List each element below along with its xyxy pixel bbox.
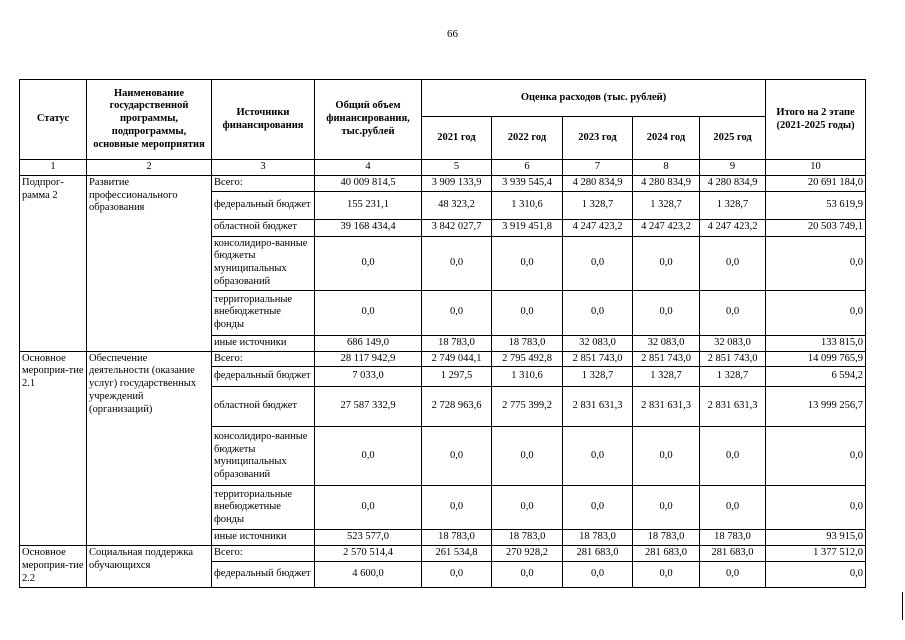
year-2023-cell: 1 328,7 bbox=[563, 367, 633, 387]
stage-total-cell: 13 999 256,7 bbox=[766, 387, 866, 427]
year-2022-cell: 0,0 bbox=[492, 236, 563, 290]
year-2023-cell: 1 328,7 bbox=[563, 191, 633, 219]
stage-total-cell: 6 594,2 bbox=[766, 367, 866, 387]
column-number: 4 bbox=[315, 160, 422, 176]
program-name-cell: Развитие профессионального образования bbox=[87, 175, 212, 351]
total-cell: 39 168 434,4 bbox=[315, 219, 422, 236]
year-2023-cell: 0,0 bbox=[563, 561, 633, 587]
column-number: 1 bbox=[20, 160, 87, 176]
header-year-2024: 2024 год bbox=[633, 117, 700, 160]
year-2023-cell: 32 083,0 bbox=[563, 335, 633, 351]
header-year-2025: 2025 год bbox=[700, 117, 766, 160]
year-2025-cell: 2 851 743,0 bbox=[700, 351, 766, 367]
stage-total-cell: 0,0 bbox=[766, 290, 866, 335]
funding-source-cell: федеральный бюджет bbox=[212, 191, 315, 219]
year-2024-cell: 2 851 743,0 bbox=[633, 351, 700, 367]
year-2025-cell: 0,0 bbox=[700, 290, 766, 335]
year-2023-cell: 0,0 bbox=[563, 427, 633, 486]
budget-table bbox=[19, 79, 866, 588]
header-year-2023: 2023 год bbox=[563, 117, 633, 160]
stage-total-cell: 53 619,9 bbox=[766, 191, 866, 219]
year-2023-cell: 0,0 bbox=[563, 236, 633, 290]
year-2022-cell: 1 310,6 bbox=[492, 367, 563, 387]
total-cell: 27 587 332,9 bbox=[315, 387, 422, 427]
year-2024-cell: 0,0 bbox=[633, 290, 700, 335]
stage-total-cell: 14 099 765,9 bbox=[766, 351, 866, 367]
year-2023-cell: 0,0 bbox=[563, 486, 633, 530]
header-year-2022: 2022 год bbox=[492, 117, 563, 160]
year-2023-cell: 281 683,0 bbox=[563, 546, 633, 562]
header-stage-total: Итого на 2 этапе (2021-2025 годы) bbox=[766, 80, 866, 160]
table-row bbox=[20, 175, 866, 191]
header-status: Статус bbox=[20, 80, 87, 160]
stage-total-cell: 20 691 184,0 bbox=[766, 175, 866, 191]
year-2023-cell: 2 831 631,3 bbox=[563, 387, 633, 427]
year-2021-cell: 0,0 bbox=[422, 290, 492, 335]
status-cell: Основное мероприя-тие 2.1 bbox=[20, 351, 87, 546]
year-2021-cell: 18 783,0 bbox=[422, 335, 492, 351]
funding-source-cell: областной бюджет bbox=[212, 387, 315, 427]
funding-source-cell: областной бюджет bbox=[212, 219, 315, 236]
year-2024-cell: 1 328,7 bbox=[633, 191, 700, 219]
column-number: 9 bbox=[700, 160, 766, 176]
status-cell: Основное мероприя-тие 2.2 bbox=[20, 546, 87, 588]
table-row bbox=[20, 351, 866, 367]
stage-total-cell: 0,0 bbox=[766, 427, 866, 486]
year-2025-cell: 2 831 631,3 bbox=[700, 387, 766, 427]
year-2022-cell: 1 310,6 bbox=[492, 191, 563, 219]
year-2022-cell: 3 939 545,4 bbox=[492, 175, 563, 191]
column-number: 5 bbox=[422, 160, 492, 176]
year-2021-cell: 261 534,8 bbox=[422, 546, 492, 562]
year-2024-cell: 32 083,0 bbox=[633, 335, 700, 351]
column-number: 10 bbox=[766, 160, 866, 176]
funding-source-cell: иные источники bbox=[212, 335, 315, 351]
year-2024-cell: 281 683,0 bbox=[633, 546, 700, 562]
year-2023-cell: 18 783,0 bbox=[563, 530, 633, 546]
year-2024-cell: 0,0 bbox=[633, 561, 700, 587]
stage-total-cell: 0,0 bbox=[766, 486, 866, 530]
column-number: 6 bbox=[492, 160, 563, 176]
total-cell: 7 033,0 bbox=[315, 367, 422, 387]
funding-source-cell: федеральный бюджет bbox=[212, 561, 315, 587]
total-cell: 0,0 bbox=[315, 486, 422, 530]
year-2021-cell: 0,0 bbox=[422, 427, 492, 486]
column-number: 8 bbox=[633, 160, 700, 176]
year-2021-cell: 18 783,0 bbox=[422, 530, 492, 546]
stage-total-cell: 133 815,0 bbox=[766, 335, 866, 351]
year-2021-cell: 2 728 963,6 bbox=[422, 387, 492, 427]
stage-total-cell: 0,0 bbox=[766, 561, 866, 587]
year-2025-cell: 32 083,0 bbox=[700, 335, 766, 351]
funding-source-cell: консолидиро-ванные бюджеты муниципальных образований bbox=[212, 427, 315, 486]
year-2021-cell: 48 323,2 bbox=[422, 191, 492, 219]
total-cell: 0,0 bbox=[315, 236, 422, 290]
stage-total-cell: 20 503 749,1 bbox=[766, 219, 866, 236]
year-2025-cell: 4 280 834,9 bbox=[700, 175, 766, 191]
total-cell: 0,0 bbox=[315, 427, 422, 486]
program-name-cell: Социальная поддержка обучающихся bbox=[87, 546, 212, 588]
year-2023-cell: 0,0 bbox=[563, 290, 633, 335]
total-cell: 0,0 bbox=[315, 290, 422, 335]
funding-source-cell: Всего: bbox=[212, 351, 315, 367]
year-2025-cell: 1 328,7 bbox=[700, 367, 766, 387]
header-estimate: Оценка расходов (тыс. рублей) bbox=[422, 80, 766, 117]
year-2021-cell: 2 749 044,1 bbox=[422, 351, 492, 367]
year-2024-cell: 0,0 bbox=[633, 486, 700, 530]
funding-source-cell: федеральный бюджет bbox=[212, 367, 315, 387]
year-2021-cell: 1 297,5 bbox=[422, 367, 492, 387]
stage-total-cell: 0,0 bbox=[766, 236, 866, 290]
year-2022-cell: 0,0 bbox=[492, 290, 563, 335]
year-2021-cell: 0,0 bbox=[422, 486, 492, 530]
year-2025-cell: 4 247 423,2 bbox=[700, 219, 766, 236]
year-2025-cell: 1 328,7 bbox=[700, 191, 766, 219]
year-2025-cell: 0,0 bbox=[700, 427, 766, 486]
total-cell: 155 231,1 bbox=[315, 191, 422, 219]
total-cell: 686 149,0 bbox=[315, 335, 422, 351]
year-2024-cell: 4 247 423,2 bbox=[633, 219, 700, 236]
table-row bbox=[20, 546, 866, 562]
header-year-2021: 2021 год bbox=[422, 117, 492, 160]
year-2022-cell: 270 928,2 bbox=[492, 546, 563, 562]
column-number: 7 bbox=[563, 160, 633, 176]
stage-total-cell: 93 915,0 bbox=[766, 530, 866, 546]
header-total: Общий объем финансирования, тыс.рублей bbox=[315, 80, 422, 160]
year-2022-cell: 0,0 bbox=[492, 561, 563, 587]
column-number-row bbox=[20, 160, 866, 176]
year-2025-cell: 0,0 bbox=[700, 236, 766, 290]
funding-source-cell: территориальные внебюджетные фонды bbox=[212, 486, 315, 530]
page-number: 66 bbox=[447, 28, 458, 40]
header-sources: Источники финансирования bbox=[212, 80, 315, 160]
year-2025-cell: 0,0 bbox=[700, 561, 766, 587]
year-2022-cell: 0,0 bbox=[492, 486, 563, 530]
year-2025-cell: 18 783,0 bbox=[700, 530, 766, 546]
funding-source-cell: Всего: bbox=[212, 546, 315, 562]
year-2023-cell: 2 851 743,0 bbox=[563, 351, 633, 367]
year-2021-cell: 3 842 027,7 bbox=[422, 219, 492, 236]
year-2023-cell: 4 280 834,9 bbox=[563, 175, 633, 191]
stage-total-cell: 1 377 512,0 bbox=[766, 546, 866, 562]
year-2022-cell: 18 783,0 bbox=[492, 530, 563, 546]
year-2023-cell: 4 247 423,2 bbox=[563, 219, 633, 236]
column-number: 2 bbox=[87, 160, 212, 176]
year-2021-cell: 0,0 bbox=[422, 236, 492, 290]
status-cell: Подпрог-рамма 2 bbox=[20, 175, 87, 351]
funding-source-cell: консолидиро-ванные бюджеты муниципальных образований bbox=[212, 236, 315, 290]
header-name: Наименование государственной программы, подпрограммы, основные мероприятия bbox=[87, 80, 212, 160]
column-number: 3 bbox=[212, 160, 315, 176]
year-2025-cell: 281 683,0 bbox=[700, 546, 766, 562]
total-cell: 28 117 942,9 bbox=[315, 351, 422, 367]
year-2021-cell: 3 909 133,9 bbox=[422, 175, 492, 191]
table-body bbox=[20, 175, 866, 587]
year-2022-cell: 18 783,0 bbox=[492, 335, 563, 351]
year-2025-cell: 0,0 bbox=[700, 486, 766, 530]
year-2024-cell: 4 280 834,9 bbox=[633, 175, 700, 191]
year-2024-cell: 0,0 bbox=[633, 427, 700, 486]
year-2021-cell: 0,0 bbox=[422, 561, 492, 587]
total-cell: 40 009 814,5 bbox=[315, 175, 422, 191]
year-2022-cell: 0,0 bbox=[492, 427, 563, 486]
year-2024-cell: 1 328,7 bbox=[633, 367, 700, 387]
year-2022-cell: 3 919 451,8 bbox=[492, 219, 563, 236]
year-2024-cell: 0,0 bbox=[633, 236, 700, 290]
program-name-cell: Обеспечение деятельности (оказание услуг) государственных учреждений (организаций) bbox=[87, 351, 212, 546]
year-2024-cell: 18 783,0 bbox=[633, 530, 700, 546]
funding-source-cell: территориальные внебюджетные фонды bbox=[212, 290, 315, 335]
total-cell: 523 577,0 bbox=[315, 530, 422, 546]
page-edge-mark bbox=[902, 592, 903, 620]
funding-source-cell: иные источники bbox=[212, 530, 315, 546]
total-cell: 4 600,0 bbox=[315, 561, 422, 587]
year-2024-cell: 2 831 631,3 bbox=[633, 387, 700, 427]
year-2022-cell: 2 775 399,2 bbox=[492, 387, 563, 427]
year-2022-cell: 2 795 492,8 bbox=[492, 351, 563, 367]
funding-source-cell: Всего: bbox=[212, 175, 315, 191]
total-cell: 2 570 514,4 bbox=[315, 546, 422, 562]
